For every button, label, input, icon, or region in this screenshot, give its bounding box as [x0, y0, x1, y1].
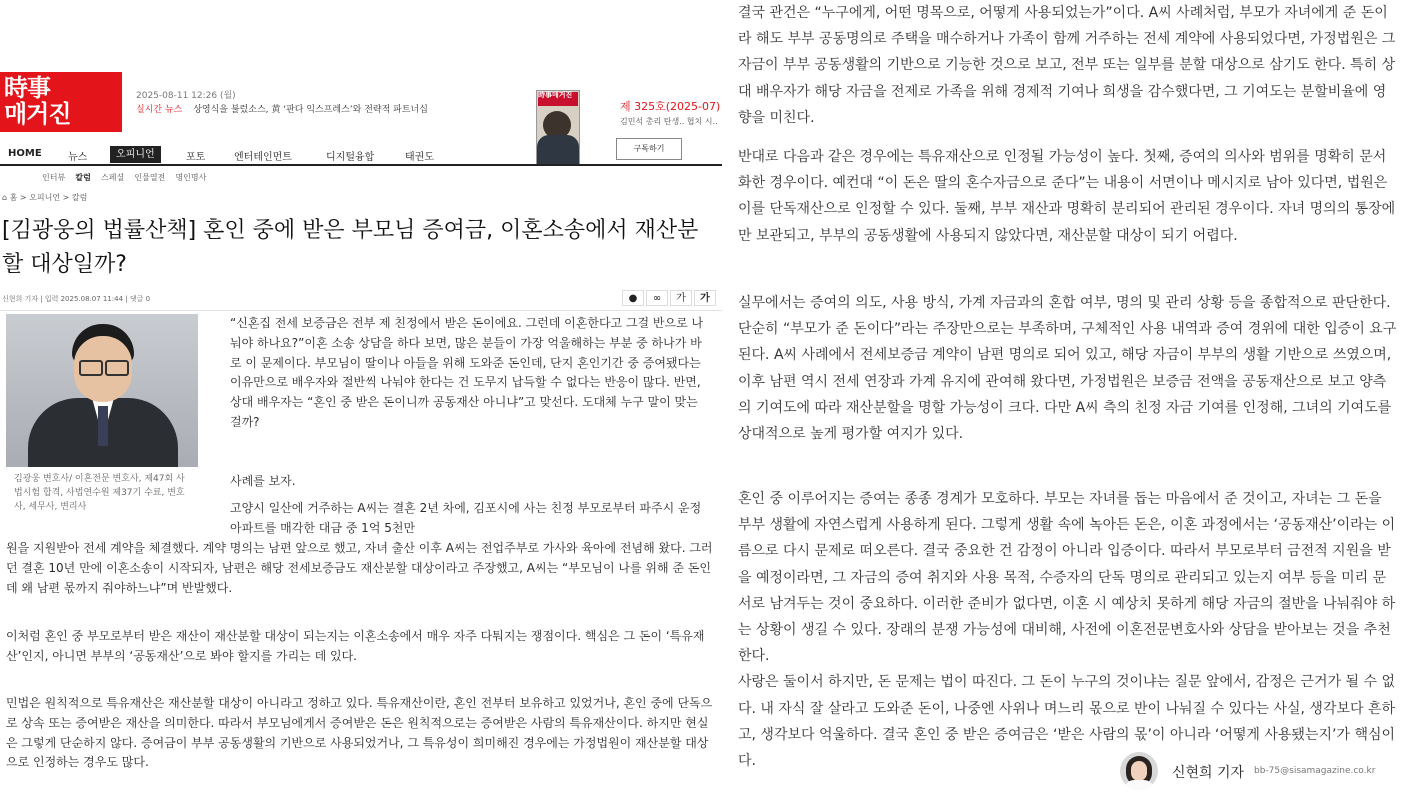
masthead — [0, 72, 722, 153]
font-larger-button[interactable]: 가 — [694, 290, 716, 306]
article-paragraph-7-text: 혼인 중 이루어지는 증여는 종종 경계가 모호하다. 부모는 자녀를 돕는 마음에서 준 것이고, 자녀는 그 돈을 부부 생활에 자연스럽게 사용하게 된다. 그렇게 생활 속에 녹아든 돈은, 이혼 과정에서는 ‘공동재산’이라는 이름으로 다시 문제로 떠오른다. 결국 중요한 건 감정이 아니라 입증이다. 따라서 부모로부터 금전적 지원을 받을 예정이라면, 그 자금의 증여 취지와 사용 목적, 수증자의 단독 명의로 관리되고 있는지 여부 등을 미리 문서로 남겨두는 것이 중요하다. 이러한 준비가 없다면, 이혼 시 예상치 못하게 해당 자금의 절반을 나눠줘야 하는 상황이 생길 수 있다. 장래의 분쟁 가능성에 대비해, 사전에 이혼전문변호사와 상담을 받아보는 것을 추천한다. — [738, 491, 1396, 665]
logo-line-1: 時事 — [4, 74, 50, 102]
nav-digital[interactable]: 디지털융합 — [326, 152, 375, 163]
subscribe-button[interactable]: 구독하기 — [616, 138, 682, 160]
article-paragraph-3: 민법은 원칙적으로 특유재산은 재산분할 대상이 아니라고 정하고 있다. 특유재산이란, 혼인 전부터 보유하고 있었거나, 혼인 중에 단독으로 상속 또는 증여받은 재산을 의미한다. 따라서 부모님에게서 증여받은 돈은 원칙적으로는 증여받은 사람의 특유재산이다. 하지만 현실은 그렇게 단순하지 않다. 증여금이 부부 공동생활의 기반으로 사용되었거나, 그 특유성이 희미해진 경우에는 가정법원이 재산분할 대상으로 인정하는 경우도 많다. — [6, 696, 713, 770]
article-paragraph-8-text: 사랑은 둘이서 하지만, 돈 문제는 법이 따진다. 그 돈이 누구의 것이냐는 질문 앞에서, 감정은 근거가 될 수 없다. 내 자식 잘 살라고 도와준 돈이, 나중엔 사위나 며느리 몫으로 반이 나눠질 수 있다는 사실, 생각보다 흔하고, 생각보다 억울하다. 결국 혼인 중 받은 증여금은 ‘받은 사람의 몫’이 아니라 ‘어떻게 사용됐는지’가 핵심이다. — [738, 674, 1396, 770]
home-icon[interactable]: ⌂ — [2, 193, 8, 202]
article-paragraph-4: 결국 관건은 “누구에게, 어떤 명목으로, 어떻게 사용되었는가”이다. A씨 사례처럼, 부모가 자녀에게 준 돈이라 해도 부부 공동명의로 주택을 매수하거나 가족이 함께 거주하는 전세 계약에 사용되었다면, 가정법원은 그 자금이 부부 공동생활의 기반으로 기능한 것으로 보고, 전부 또는 일부를 분할 대상으로 삼기도 한다. 특히 상대 배우자가 해당 자금을 전제로 가족을 위해 경제적 기여나 희생을 감수했다면, 그 기여도는 분할비율에 영향을 미친다. — [738, 5, 1396, 126]
article-paragraph-5: 반대로 다음과 같은 경우에는 특유재산으로 인정될 가능성이 높다. 첫째, 증여의 의사와 범위를 명확히 문서화한 경우이다. 예컨대 “이 돈은 딸의 혼수자금으로 준다”는 내용이 서면이나 메시지로 남아 있다면, 법원은 이를 단독재산으로 인정할 수 있다. 둘째, 부부 재산과 명확히 분리되어 관리된 경우이다. 자녀 명의의 통장에만 보관되고, 부부의 공동생활에 사용되지 않았다면, 재산분할 대상이 되기 어렵다. — [738, 149, 1396, 244]
nav-opinion[interactable]: 오피니언 — [110, 146, 161, 163]
header-date: 2025-08-11 12:26 (월) — [136, 91, 236, 101]
article-meta: 신현희 기자 | 입력 2025.08.07 11:44 | 댓글 0 — [2, 295, 151, 303]
reporter-byline — [1120, 750, 1398, 796]
logo-line-2: 매거진 — [4, 100, 71, 128]
photo-caption: 김광웅 변호사/ 이혼전문 변호사, 제47회 사법시험 합격, 사법연수원 제37기 수료, 변호사, 세무사, 변리사 — [14, 474, 185, 512]
author-photo — [6, 314, 198, 467]
font-smaller-button[interactable]: 가 — [670, 290, 692, 306]
subnav-interview[interactable]: 인터뷰 — [42, 173, 66, 182]
reporter-email[interactable]: bb-75@sisamagazine.co.kr — [1254, 766, 1376, 776]
nav-photo[interactable]: 포토 — [186, 152, 206, 163]
article-title: [김광웅의 법률산책] 혼인 중에 받은 부모님 증여금, 이혼소송에서 재산분할 대상일까? — [2, 218, 699, 277]
article-tools — [622, 290, 718, 306]
article-lead-quote: “신혼집 전세 보증금은 전부 제 친정에서 받은 돈이에요. 그런데 이혼한다고 그걸 반으로 나눠야 하나요?”이혼 소송 상담을 하다 보면, 많은 분들이 가장 억울해하는 부분 중 하나가 바로 이 문제이다. 부모님이 딸이나 아들을 위해 도와준 돈인데, 단지 혼인기간 중 증여됐다는 이유만으로 배우자와 절반씩 나눠야 한다는 건 도무지 납득할 수 없다는 반응이 많다. 반면, 상대 배우자는 “혼인 중 받은 돈이니까 공동재산 아니냐”고 맞선다. 도대체 누구 말이 맞는 걸까? — [230, 316, 704, 429]
article-right-column — [738, 0, 1398, 800]
news-ticker[interactable] — [136, 102, 428, 115]
article-paragraph-6: 실무에서는 증여의 의도, 사용 방식, 가계 자금과의 혼합 여부, 명의 및 관리 상황 등을 종합적으로 판단한다. 단순히 “부모가 준 돈이다”라는 주장만으로는 부족하며, 구체적인 사용 내역과 증여 경위에 대한 입증이 요구된다. A씨 사례에서 전세보증금 계약이 남편 명의로 되어 있고, 해당 자금이 부부의 생활 기반으로 쓰였으며, 이후 남편 역시 전세 연장과 가계 유지에 관여해 왔다면, 가정법원은 보증금 전액을 공동재산으로 보고 양측의 기여도에 따라 재산분할을 명할 가능성이 크다. 다만 A씨 측의 친정 자금 기여를 인정해, 그녀의 기여도를 상대적으로 높게 평가할 여지가 있다. — [738, 295, 1397, 443]
ticker-headline[interactable]: 상영식을 불렀소스, 黄 ‘판다 익스프레스’와 전략적 파트너십 — [193, 105, 428, 115]
nav-taekwondo[interactable]: 태권도 — [405, 152, 434, 163]
subnav-column[interactable]: 칼럼 — [75, 173, 91, 182]
breadcrumb — [2, 192, 87, 203]
subnav-notables[interactable]: 명인명사 — [175, 173, 207, 182]
article-case-part1: 고양시 일산에 거주하는 A씨는 결혼 2년 차에, 김포시에 사는 친정 부모로부터 파주시 운정 아파트를 매각한 대금 중 1억 5천만 — [230, 501, 702, 535]
sub-nav — [42, 172, 206, 183]
nav-entertainment[interactable]: 엔터테인먼트 — [234, 152, 292, 163]
article-paragraph-7 — [738, 486, 1398, 774]
subnav-profiles[interactable]: 인물열전 — [134, 173, 166, 182]
nav-home[interactable]: HOME — [8, 148, 42, 159]
site-logo[interactable] — [0, 72, 122, 132]
issue-headline[interactable]: 김민석 총리 탄생.. 협치 시.. — [620, 117, 718, 126]
article-subhead: 사례를 보자. — [230, 474, 296, 488]
ticker-label: 실시간 뉴스 — [136, 105, 183, 115]
breadcrumb-text[interactable]: 홈 > 오피니언 > 칼럼 — [9, 193, 88, 202]
nav-news[interactable]: 뉴스 — [68, 152, 88, 163]
avatar — [1120, 752, 1158, 790]
divider — [0, 310, 722, 311]
issue-number[interactable]: 제 325호(2025-07) — [620, 100, 721, 113]
subnav-special[interactable]: 스페셜 — [101, 173, 125, 182]
link-icon[interactable]: ∞ — [646, 290, 668, 306]
print-icon[interactable]: ● — [622, 290, 644, 306]
article-paragraph-2: 이처럼 혼인 중 부모로부터 받은 재산이 재산분할 대상이 되는지는 이혼소송에서 매우 자주 다퉈지는 쟁점이다. 핵심은 그 돈이 ‘특유재산’인지, 아니면 부부의 ‘공동재산’으로 봐야 할지를 가리는 데 있다. — [6, 629, 705, 663]
cover-title: 時事매거진 — [538, 92, 578, 106]
reporter-name[interactable]: 신현희 기자 — [1172, 765, 1245, 781]
main-nav — [0, 146, 722, 166]
article-case-part2: 원을 지원받아 전세 계약을 체결했다. 계약 명의는 남편 앞으로 했고, 자녀 출산 이후 A씨는 전업주부로 가사와 육아에 전념해 왔다. 그러던 결혼 10년 만에 이혼소송이 시작되자, 남편은 해당 전세보증금도 재산분할 대상이라고 주장했고, A씨는 “부모님이 나를 위해 준 돈인데 왜 남편 몫까지 줘야하느냐”며 반발했다. — [6, 541, 713, 595]
